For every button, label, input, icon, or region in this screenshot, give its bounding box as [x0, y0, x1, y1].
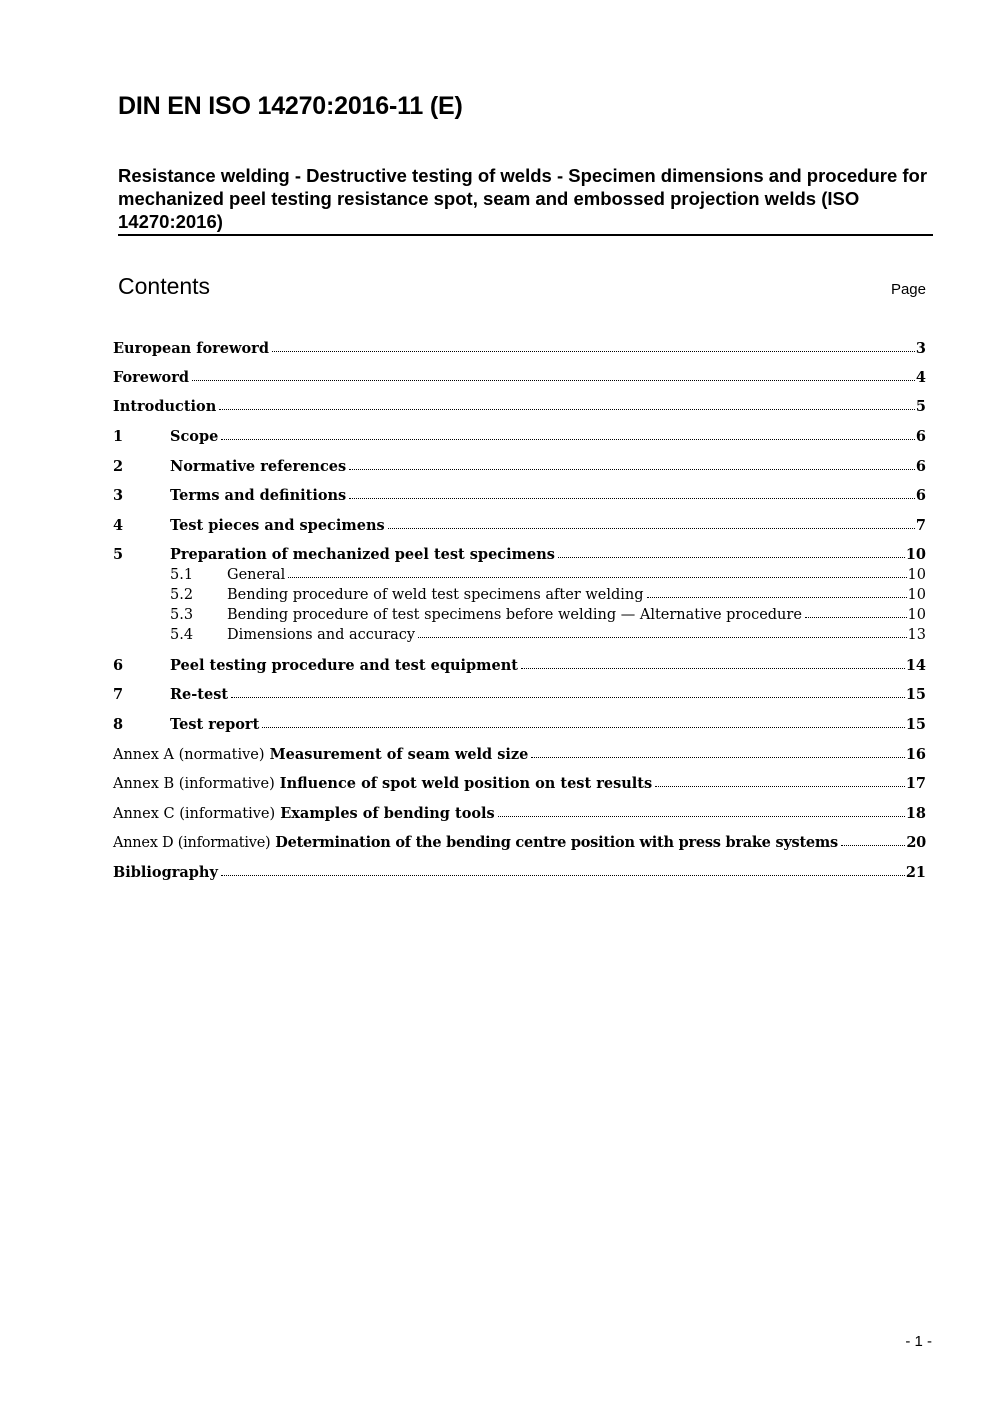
toc-entry-foreword[interactable]: [113, 369, 926, 389]
toc-page: 17: [905, 775, 926, 792]
toc-leader: [521, 667, 905, 669]
toc-leader: [349, 497, 915, 499]
toc-page: 14: [905, 657, 926, 674]
toc-title: Bending procedure of test specimens before welding — Alternative procedure: [227, 607, 802, 623]
toc-title: Introduction: [113, 398, 217, 415]
toc-leader: [498, 815, 905, 817]
toc-page: 3: [915, 340, 926, 357]
toc-page: 10: [907, 607, 926, 623]
toc-leader: [272, 350, 915, 352]
toc-entry-5-4[interactable]: [113, 627, 926, 647]
toc-leader: [647, 596, 907, 598]
toc-title: Preparation of mechanized peel test specimens: [170, 546, 555, 563]
annex-prefix: Annex D (informative): [113, 835, 271, 851]
toc-entry-5-2[interactable]: [113, 587, 926, 607]
toc-page: 6: [915, 487, 926, 504]
toc-leader: [388, 527, 915, 529]
toc-entry-1[interactable]: [113, 428, 926, 448]
toc-page: 20: [906, 834, 926, 851]
toc-leader: [531, 756, 904, 758]
toc-number: 7: [113, 686, 124, 703]
toc-leader: [231, 696, 905, 698]
toc-title: Peel testing procedure and test equipment: [170, 657, 518, 674]
toc-number: 2: [113, 458, 124, 475]
toc-title: Foreword: [113, 369, 189, 386]
toc-page: 4: [915, 369, 926, 386]
annex-prefix: Annex A (normative): [113, 747, 265, 763]
annex-title: Measurement of seam weld size: [269, 746, 529, 763]
toc-entry-5-3[interactable]: [113, 607, 926, 627]
toc-entry-3[interactable]: [113, 487, 926, 507]
toc-entry-4[interactable]: [113, 517, 926, 537]
toc-number: 6: [113, 657, 124, 674]
toc-title: Scope: [170, 428, 219, 445]
document-id: DIN EN ISO 14270:2016-11 (E): [118, 92, 463, 120]
toc-entry-introduction[interactable]: [113, 398, 926, 418]
toc-number: 5.2: [170, 587, 194, 603]
toc-page: 10: [907, 567, 926, 583]
toc-entry-european-foreword[interactable]: [113, 340, 926, 360]
toc-number: 1: [113, 428, 124, 445]
toc-leader: [655, 785, 905, 787]
toc-page: 10: [907, 587, 926, 603]
toc-leader: [192, 379, 915, 381]
annex-prefix: Annex B (informative): [113, 776, 275, 792]
toc-number: 5.4: [170, 627, 194, 643]
toc-title: Terms and definitions: [170, 487, 347, 504]
toc-entry-8[interactable]: [113, 716, 926, 736]
annex-title: Examples of bending tools: [280, 805, 495, 822]
toc-page: 5: [915, 398, 926, 415]
toc-page: 15: [905, 716, 926, 733]
toc-leader: [805, 616, 907, 618]
toc-entry-5[interactable]: [113, 546, 926, 566]
toc-number: 5.3: [170, 607, 194, 623]
toc-title: Dimensions and accuracy: [227, 627, 416, 643]
toc-entry-annex-b[interactable]: [113, 775, 926, 795]
annex-title: Influence of spot weld position on test results: [279, 775, 653, 792]
toc-entry-7[interactable]: [113, 686, 926, 706]
toc-title: Test report: [170, 716, 260, 733]
toc-leader: [262, 726, 905, 728]
toc-title: [113, 834, 838, 851]
toc-number: 4: [113, 517, 124, 534]
toc-leader: [288, 576, 906, 578]
toc-title: Bending procedure of weld test specimens after welding: [227, 587, 644, 603]
toc-leader: [219, 408, 915, 410]
toc-page: 6: [915, 458, 926, 475]
toc-number: 3: [113, 487, 124, 504]
table-of-contents: [113, 338, 926, 884]
toc-entry-annex-c[interactable]: [113, 805, 926, 825]
toc-title: Normative references: [170, 458, 347, 475]
toc-leader: [221, 438, 915, 440]
toc-page: 7: [915, 517, 926, 534]
document-title: Resistance welding - Destructive testing of welds - Specimen dimensions and procedure for mechanized peel testing resistance spot, seam and embossed projection welds (ISO 14270:2016): [118, 164, 933, 236]
page-column-heading: Page: [890, 281, 926, 298]
toc-leader: [221, 874, 905, 876]
toc-title: [113, 775, 652, 792]
toc-entry-2[interactable]: [113, 458, 926, 478]
toc-entry-6[interactable]: [113, 657, 926, 677]
toc-leader: [418, 636, 906, 638]
toc-entry-bibliography[interactable]: [113, 864, 926, 884]
toc-title: Bibliography: [113, 864, 218, 881]
annex-prefix: Annex C (informative): [113, 806, 276, 822]
footer-page-number: - 1 -: [905, 1333, 932, 1350]
toc-page: 21: [905, 864, 926, 881]
toc-leader: [349, 468, 915, 470]
toc-page: 18: [905, 805, 926, 822]
toc-title: General: [227, 567, 286, 583]
toc-page: 16: [905, 746, 926, 763]
toc-entry-5-1[interactable]: [113, 567, 926, 587]
annex-title: Determination of the bending centre position with press brake systems: [275, 834, 838, 851]
toc-title: Re-test: [170, 686, 229, 703]
toc-leader: [558, 556, 905, 558]
toc-number: 5: [113, 546, 124, 563]
toc-number: 8: [113, 716, 124, 733]
toc-title: [113, 805, 495, 822]
toc-title: [113, 746, 528, 763]
toc-page: 10: [905, 546, 926, 563]
contents-heading: Contents: [118, 273, 211, 299]
toc-page: 6: [915, 428, 926, 445]
toc-title: Test pieces and specimens: [170, 517, 385, 534]
toc-page: 15: [905, 686, 926, 703]
toc-title: European foreword: [113, 340, 269, 357]
toc-entry-annex-d[interactable]: [113, 834, 926, 854]
toc-number: 5.1: [170, 567, 194, 583]
toc-entry-annex-a[interactable]: [113, 746, 926, 766]
toc-leader: [841, 844, 905, 846]
toc-page: 13: [907, 627, 926, 643]
